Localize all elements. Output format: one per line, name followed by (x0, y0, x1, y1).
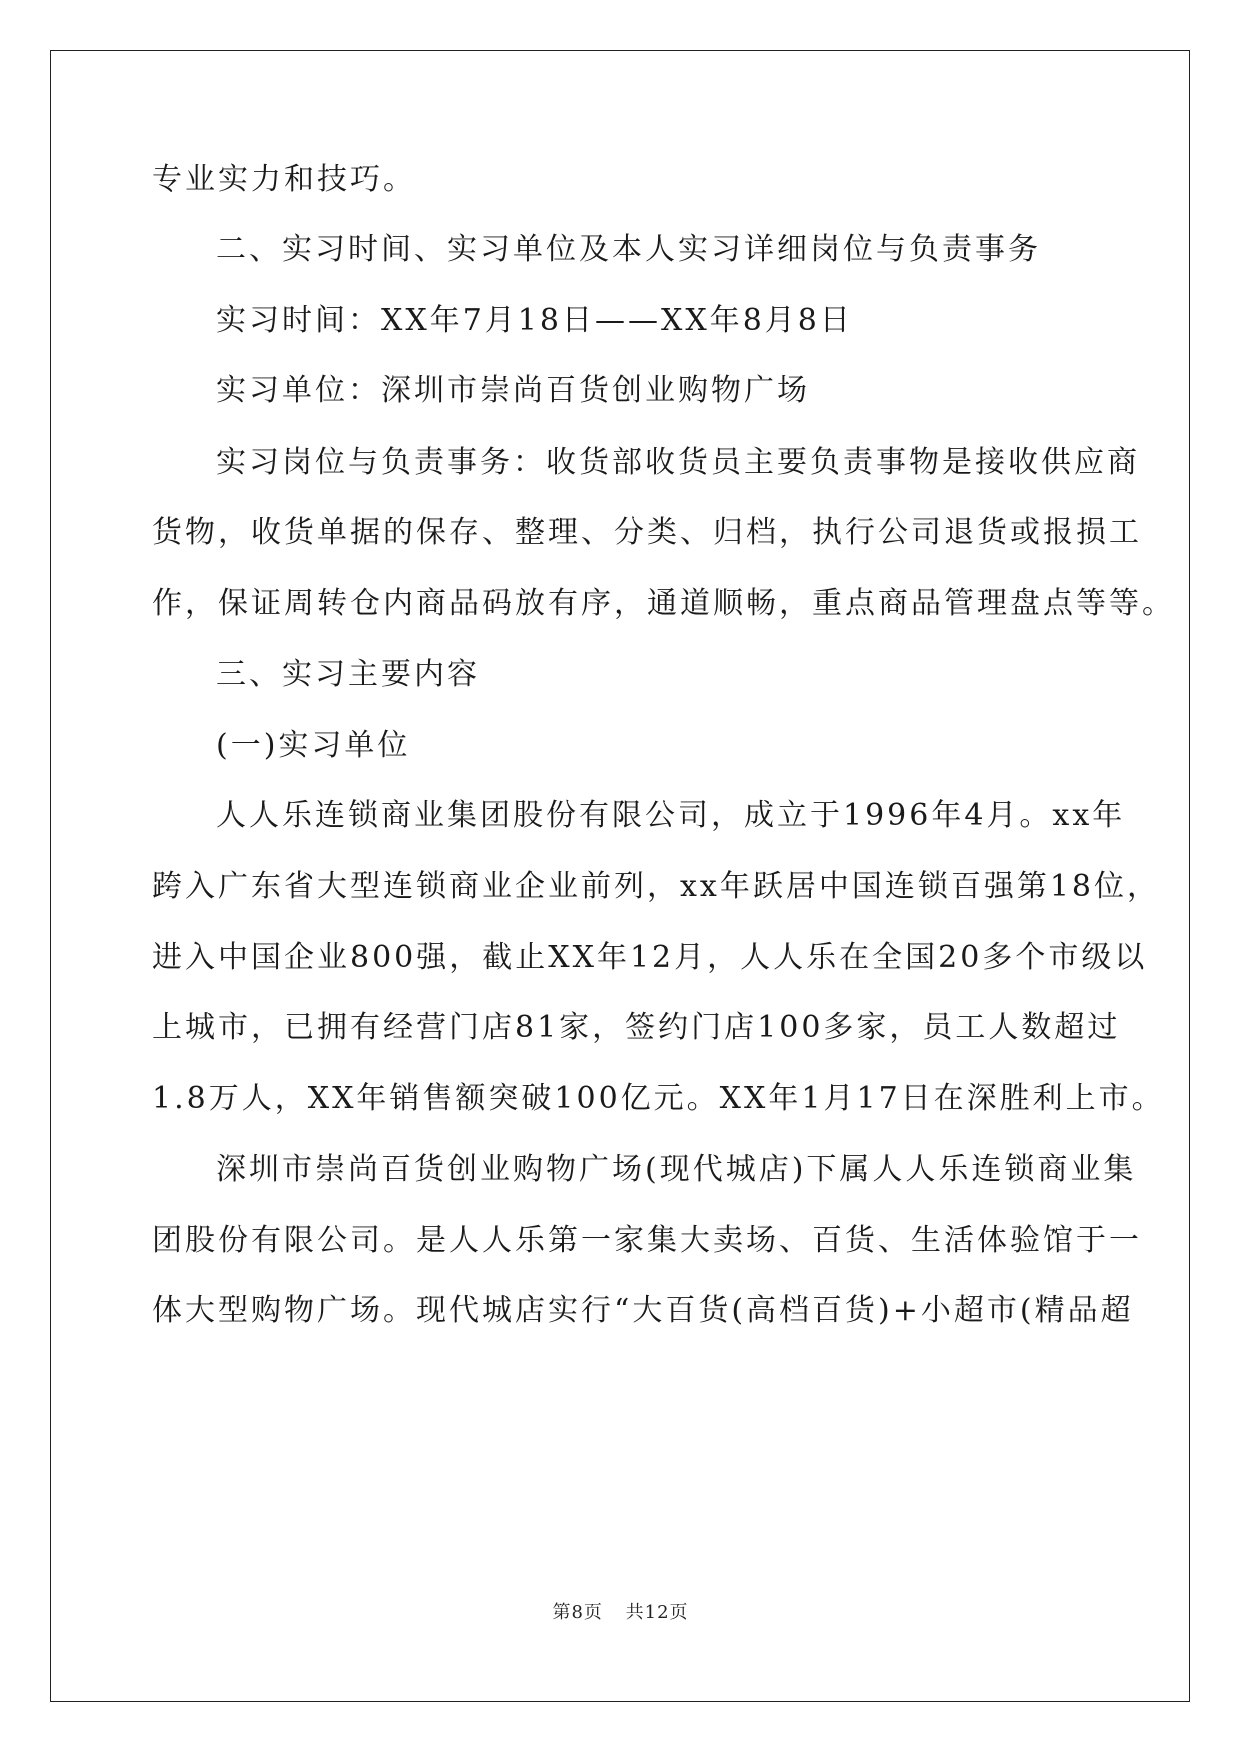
text-line: 1.8万人，XX年销售额突破100亿元。XX年1月17日在深胜利上市。 (152, 1081, 1165, 1116)
text-line: 深圳市崇尚百货创业购物广场(现代城店)下属人人乐连锁商业集 (216, 1152, 1137, 1187)
text-line: 作，保证周转仓内商品码放有序，通道顺畅，重点商品管理盘点等等。 (152, 586, 1175, 621)
text-line: 进入中国企业800强，截止XX年12月，人人乐在全国20多个市级以 (152, 940, 1148, 975)
text-line: 团股份有限公司。是人人乐第一家集大卖场、百货、生活体验馆于一 (152, 1223, 1142, 1258)
page-footer (0, 1598, 1241, 1624)
text-line: 实习时间：XX年7月18日——XX年8月8日 (216, 303, 853, 338)
text-line: 上城市，已拥有经营门店81家，签约门店100多家，员工人数超过 (152, 1010, 1121, 1045)
page-total: 共12页 (625, 1602, 689, 1623)
text-line: 跨入广东省大型连锁商业企业前列，xx年跃居中国连锁百强第18位， (152, 869, 1161, 904)
section-heading: 三、实习主要内容 (216, 657, 480, 692)
text-line: 货物，收货单据的保存、整理、分类、归档，执行公司退货或报损工 (152, 515, 1142, 550)
text-line: 体大型购物广场。现代城店实行“大百货(高档百货)+小超市(精品超 (152, 1293, 1134, 1328)
subsection-heading: (一)实习单位 (216, 728, 411, 763)
text-line: 人人乐连锁商业集团股份有限公司，成立于1996年4月。xx年 (216, 798, 1126, 833)
text-line: 实习单位：深圳市崇尚百货创业购物广场 (216, 373, 810, 408)
page-number: 第8页 (552, 1602, 603, 1623)
text-line: 实习岗位与负责事务：收货部收货员主要负责事物是接收供应商 (216, 445, 1140, 480)
section-heading: 二、实习时间、实习单位及本人实习详细岗位与负责事务 (216, 232, 1041, 267)
text-line: 专业实力和技巧。 (152, 162, 416, 197)
